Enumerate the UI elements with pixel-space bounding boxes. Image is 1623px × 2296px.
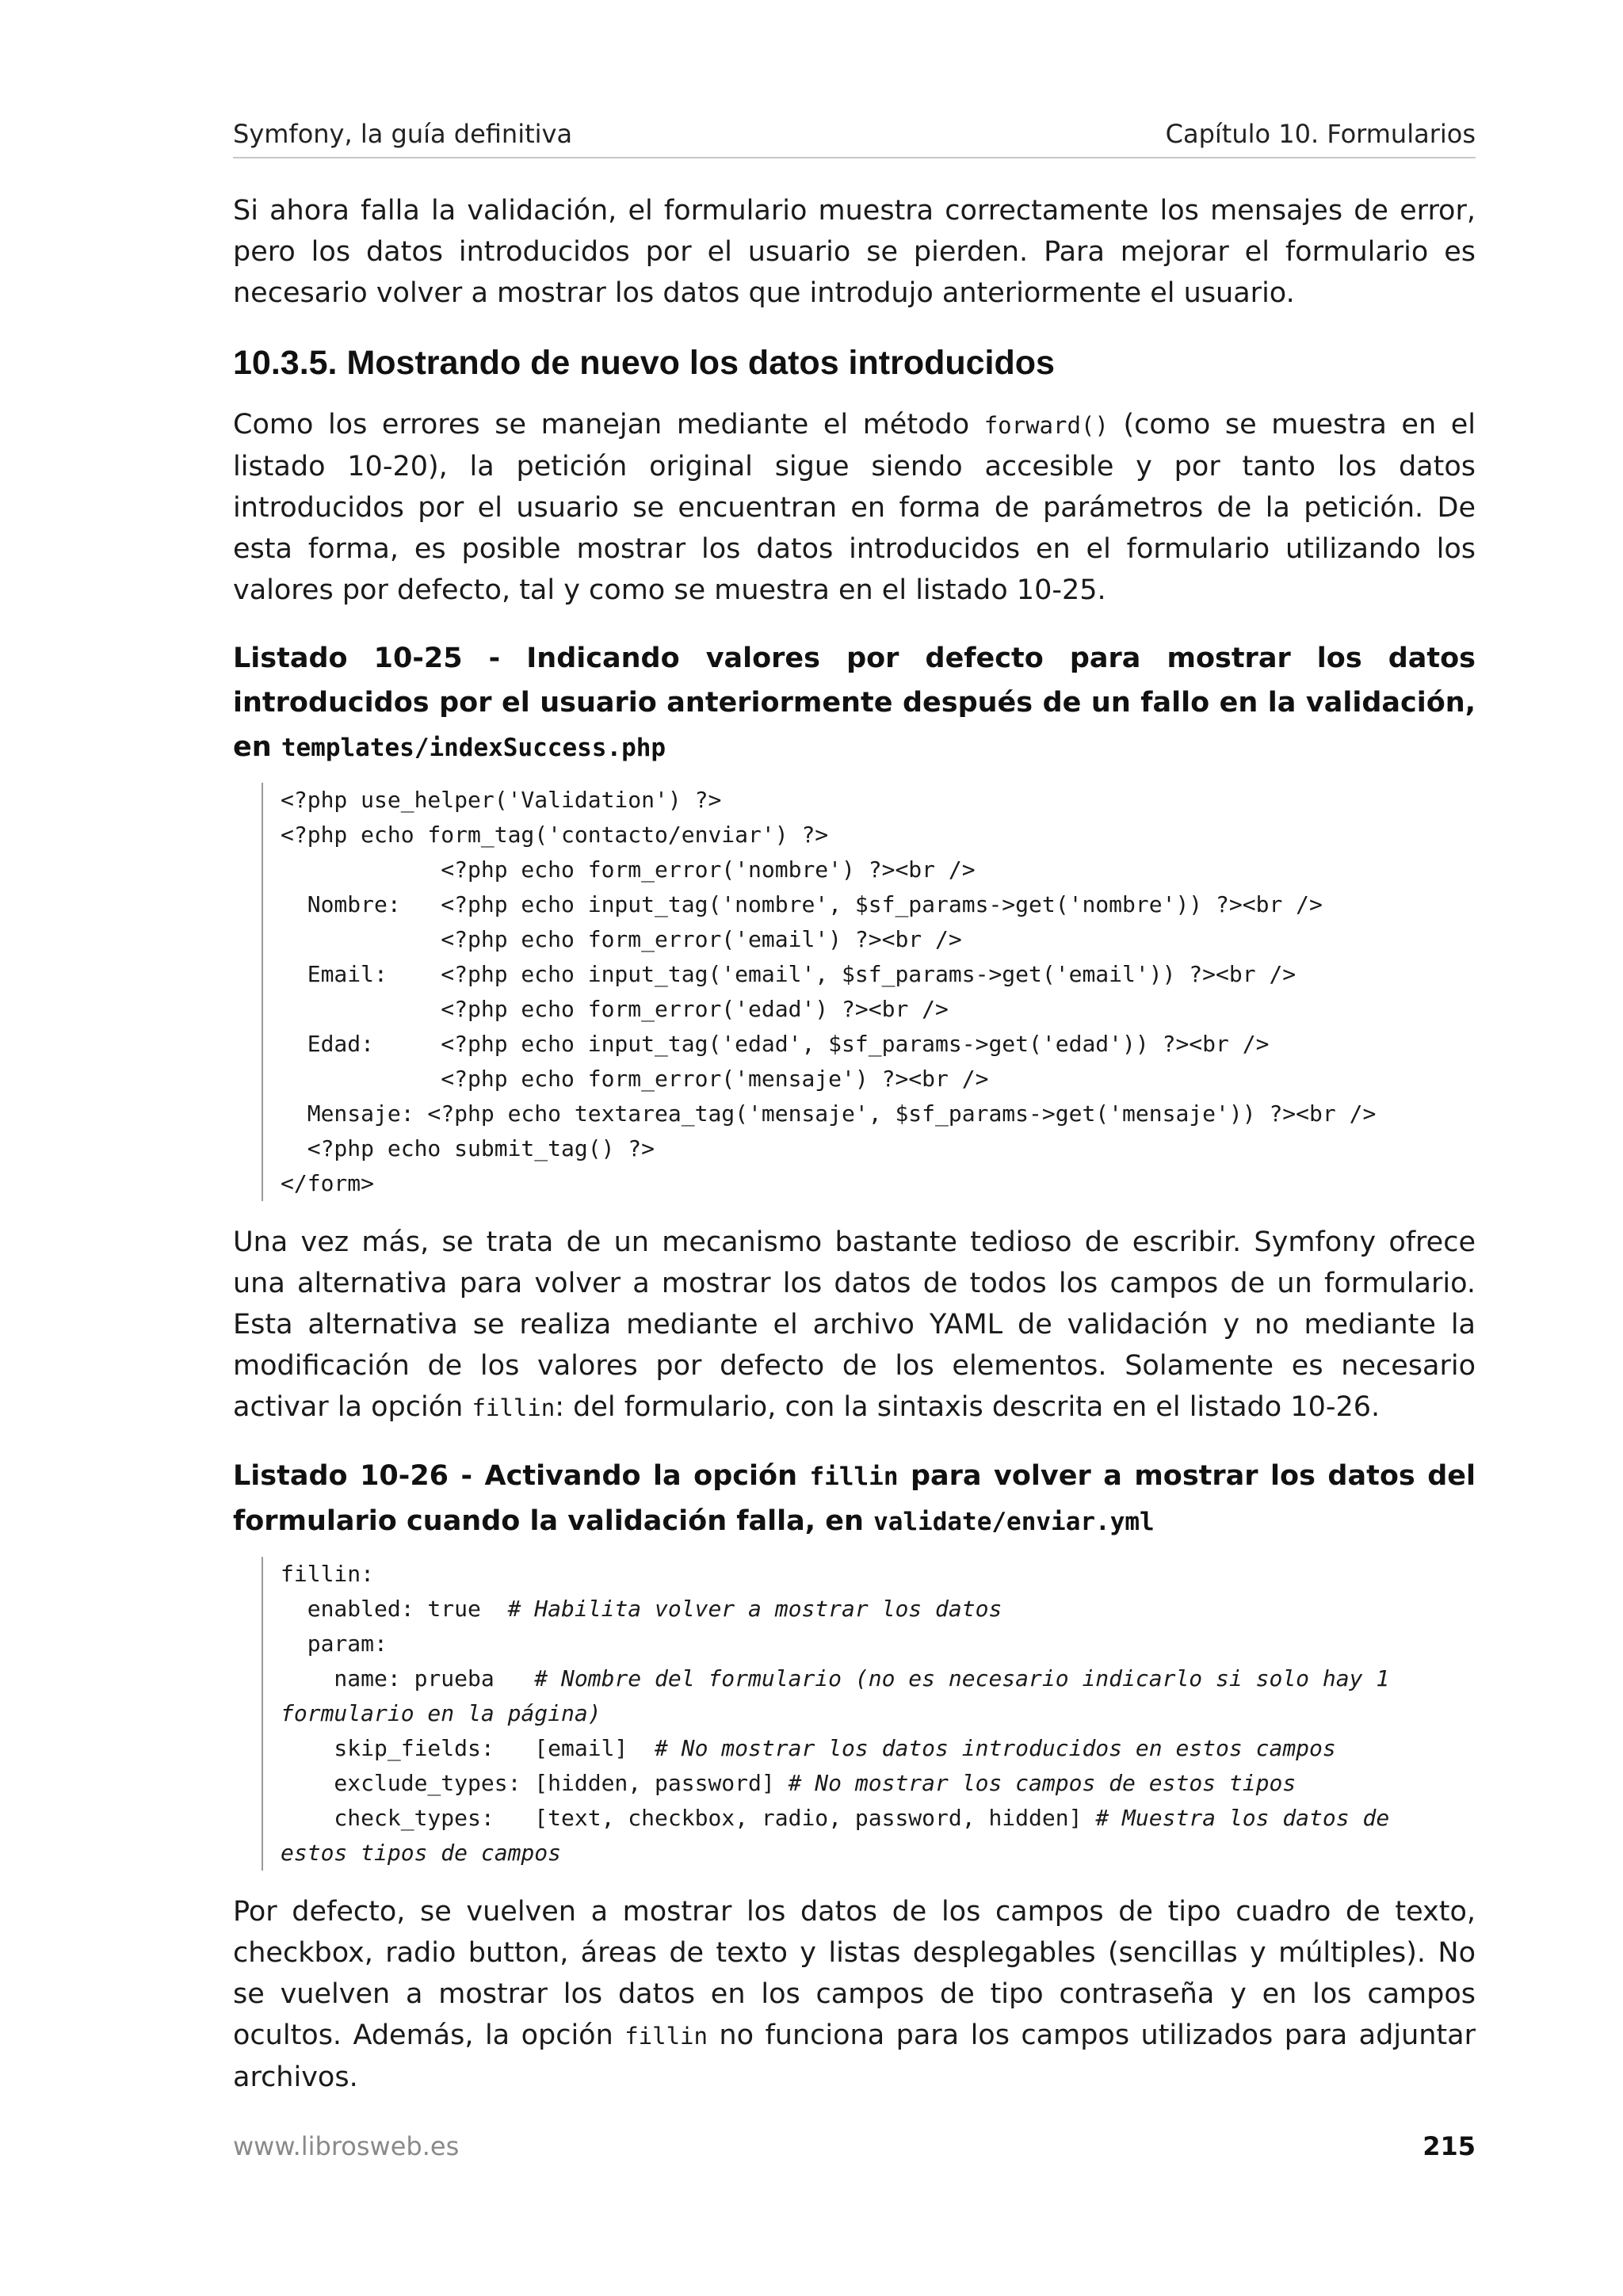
code-block-listing-25 bbox=[262, 783, 1476, 1201]
code-line: <?php echo form_error('email') ?><br /> bbox=[281, 926, 962, 952]
listing-25-caption bbox=[233, 636, 1476, 770]
code-line: <?php use_helper('Validation') ?> bbox=[281, 787, 722, 813]
caption-filename: templates/indexSuccess.php bbox=[281, 734, 666, 762]
code-line: Nombre: <?php echo input_tag('nombre', $sf_params->get('nombre')) ?><br /> bbox=[281, 891, 1323, 917]
code-text: enabled: true bbox=[281, 1596, 508, 1622]
code-comment: # No mostrar los datos introducidos en estos campos bbox=[655, 1735, 1336, 1761]
caption-text: para volver a mostrar los datos del formulario cuando la validación falla, en bbox=[233, 1460, 1476, 1537]
code-line: <?php echo submit_tag() ?> bbox=[281, 1135, 655, 1161]
running-header bbox=[233, 119, 1476, 158]
text-run: Por defecto, se vuelven a mostrar los datos de los campos de tipo cuadro de texto, checkbox, radio button, áreas de texto y listas desplegables (sencillas y múltiples). No se vuelven a mostrar los datos en los campos de tipo contraseña y en los campos ocultos. Además, la opción bbox=[233, 1896, 1476, 2051]
inline-code: fillin bbox=[624, 2023, 708, 2050]
paragraph-forward bbox=[233, 404, 1476, 611]
code-line bbox=[281, 1731, 1476, 1766]
text-run: (como se muestra en el listado 10-20), la petición original sigue siendo accesible y por tanto los datos introducidos por el usuario se encuentran en forma de parámetros de la petición. De esta forma, es posible mostrar los datos introducidos en el formulario utilizando los valores por defecto, tal y como se muestra en el listado 10-25. bbox=[233, 409, 1476, 606]
code-line: <?php echo form_error('edad') ?><br /> bbox=[281, 996, 949, 1022]
text-run: Como los errores se manejan mediante el método bbox=[233, 409, 984, 441]
code-line: Edad: <?php echo input_tag('edad', $sf_params->get('edad')) ?><br /> bbox=[281, 1031, 1270, 1057]
code-line: </form> bbox=[281, 1170, 375, 1196]
paragraph-defaults bbox=[233, 1891, 1476, 2098]
paragraph-intro: Si ahora falla la validación, el formulario muestra correctamente los mensajes de error, pero los datos introducidos por el usuario se pierden. Para mejorar el formulario es necesario volver a mostrar los datos que introdujo anteriormente el usuario. bbox=[233, 195, 1476, 309]
chapter-title: Capítulo 10. Formularios bbox=[1165, 119, 1476, 149]
code-line: Email: <?php echo input_tag('email', $sf_params->get('email')) ?><br /> bbox=[281, 961, 1296, 987]
page-footer bbox=[233, 2131, 1476, 2169]
code-block-listing-26 bbox=[262, 1557, 1476, 1871]
code-comment: # No mostrar los campos de estos tipos bbox=[788, 1770, 1296, 1796]
caption-text: Listado 10-26 - Activando la opción bbox=[233, 1460, 810, 1492]
code-comment: estos tipos de campos bbox=[281, 1840, 562, 1866]
code-text: check_types: [text, checkbox, radio, password, hidden] bbox=[281, 1805, 1096, 1831]
code-comment: # Muestra los datos de bbox=[1095, 1805, 1390, 1831]
text-run: Una vez más, se trata de un mecanismo bastante tedioso de escribir. Symfony ofrece una alternativa para volver a mostrar los datos de todos los campos de un formulario. Esta alternativa se realiza mediante el archivo YAML de validación y no mediante la modificación de los valores por defecto de los elementos. Solamente es necesario activar la opción bbox=[233, 1226, 1476, 1423]
code-line: <?php echo form_error('nombre') ?><br /> bbox=[281, 856, 976, 883]
code-line bbox=[281, 1801, 1476, 1836]
caption-code: fillin bbox=[809, 1463, 899, 1491]
caption-filename: validate/enviar.yml bbox=[873, 1508, 1155, 1536]
code-text: exclude_types: [hidden, password] bbox=[281, 1770, 789, 1796]
code-line: <?php echo form_tag('contacto/enviar') ?> bbox=[281, 822, 829, 848]
section-heading: 10.3.5. Mostrando de nuevo los datos introducidos bbox=[233, 344, 1055, 382]
book-title: Symfony, la guía definitiva bbox=[233, 119, 573, 149]
code-text: param: bbox=[281, 1630, 388, 1657]
code-text: fillin: bbox=[281, 1561, 375, 1587]
page-content bbox=[233, 190, 1476, 2123]
site-url: www.librosweb.es bbox=[233, 2131, 460, 2161]
code-line: <?php echo form_error('mensaje') ?><br /> bbox=[281, 1066, 989, 1092]
listing-26-caption bbox=[233, 1454, 1476, 1544]
code-comment: # Nombre del formulario (no es necesario indicarlo si solo hay 1 bbox=[534, 1665, 1390, 1691]
inline-code: fillin bbox=[472, 1394, 556, 1421]
code-line: Mensaje: <?php echo textarea_tag('mensaje', $sf_params->get('mensaje')) ?><br /> bbox=[281, 1100, 1377, 1127]
code-line bbox=[281, 1557, 1476, 1592]
text-run: : del formulario, con la sintaxis descrita en el listado 10-26. bbox=[555, 1391, 1381, 1423]
code-comment: formulario en la página) bbox=[281, 1700, 601, 1726]
page-number: 215 bbox=[1423, 2131, 1476, 2161]
code-text: skip_fields: [email] bbox=[281, 1735, 655, 1761]
paragraph-fillin-intro bbox=[233, 1222, 1476, 1428]
code-line bbox=[281, 1661, 1476, 1696]
code-line bbox=[281, 1696, 1476, 1731]
code-comment: # Habilita volver a mostrar los datos bbox=[507, 1596, 1002, 1622]
inline-code: forward() bbox=[983, 412, 1109, 439]
code-line bbox=[281, 1592, 1476, 1627]
code-line bbox=[281, 1627, 1476, 1661]
caption-text: Listado 10-25 - Indicando valores por defecto para mostrar los datos introducidos por el usuario anteriormente después de un fallo en la validación, en bbox=[233, 643, 1476, 763]
text-run: no funciona para los campos utilizados para adjuntar archivos. bbox=[233, 2019, 1476, 2093]
code-line bbox=[281, 1766, 1476, 1801]
code-line bbox=[281, 1836, 1476, 1871]
code-text: name: prueba bbox=[281, 1665, 535, 1691]
